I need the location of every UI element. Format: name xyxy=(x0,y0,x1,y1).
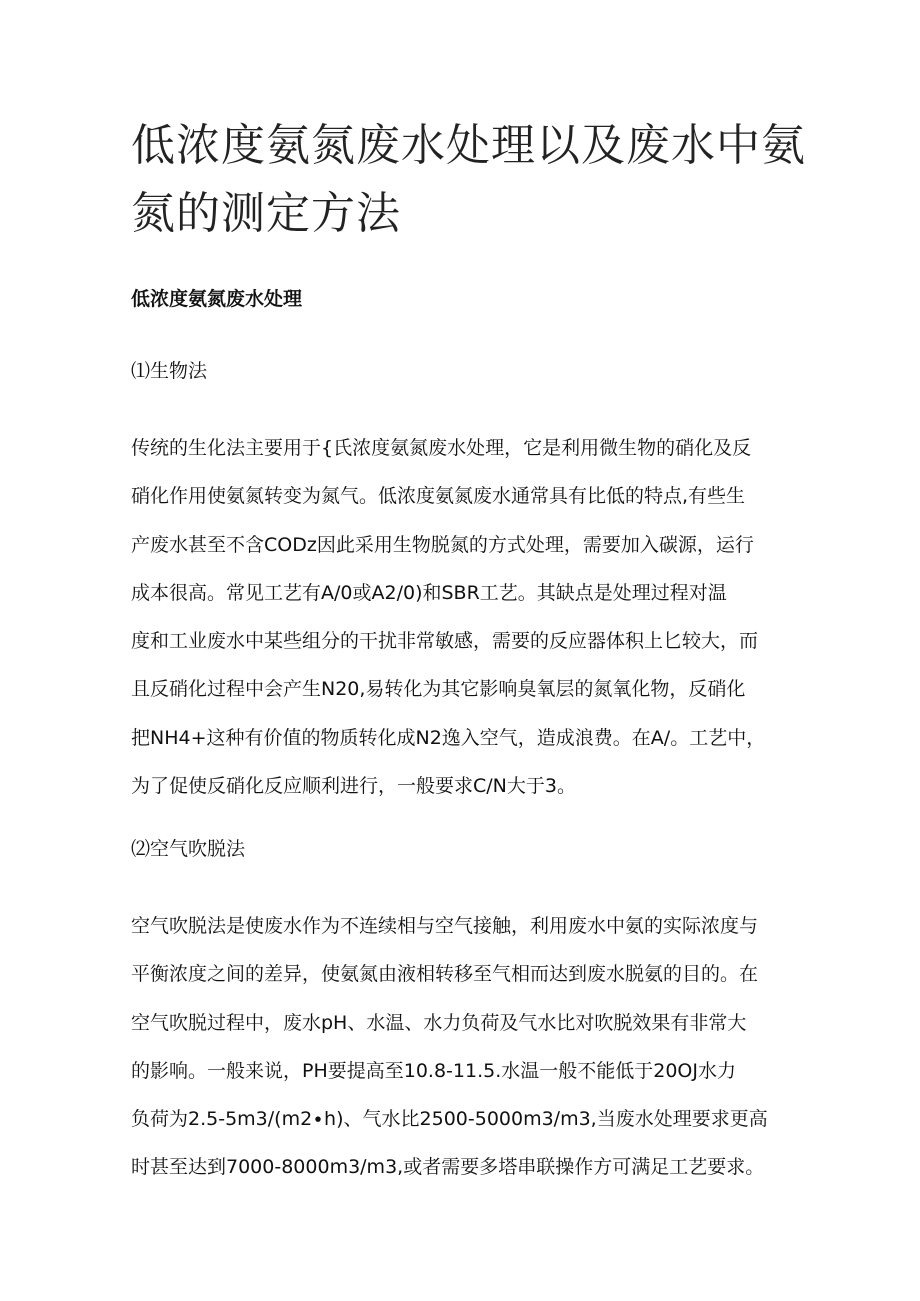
section-heading: 低浓度氨氮废水处理 xyxy=(131,288,303,310)
paragraph-line: 负荷为2.5-5m3∕(m2∙h)、气水比2500-5000m3∕m3,当废水处理要求更高 xyxy=(131,1108,768,1131)
paragraph-line: 且反硝化过程中会产生N20,易转化为其它影响臭氧层的氮氧化物，反硝化 xyxy=(131,678,746,701)
paragraph-line: 平衡浓度之间的差异，使氨氮由液相转移至气相而达到废水脱氨的目的。在 xyxy=(131,963,759,986)
subsection-heading-biological: ⑴生物法 xyxy=(131,360,208,382)
paragraph-air-stripping xyxy=(131,902,768,1192)
title-line-1: 低浓度氨氮废水处理以及废水中氨 xyxy=(131,120,806,171)
paragraph-line: 度和工业废水中某些组分的干扰非常敏感，需要的反应器体积上匕较大，而 xyxy=(131,630,759,653)
title-line-2: 氮的测定方法 xyxy=(131,188,401,239)
document-title xyxy=(131,112,811,248)
paragraph-line: 把NH4+这种有价值的物质转化成N2逸入空气，造成浪费。在A/。工艺中， xyxy=(131,726,766,749)
paragraph-line: 空气吹脱法是使废水作为不连续相与空气接触，利用废水中氨的实际浓度与 xyxy=(131,915,759,937)
paragraph-line: 空气吹脱过程中，废水pH、水温、水力负荷及气水比对吹脱效果有非常大 xyxy=(131,1011,747,1034)
paragraph-line: 为了促使反硝化反应顺利进行，一般要求C/N大于3。 xyxy=(131,775,576,798)
paragraph-line: 传统的生化法主要用于{氏浓度氨氮废水处理，它是利用微生物的硝化及反 xyxy=(131,437,752,459)
paragraph-line: 产废水甚至不含CODz因此采用生物脱氮的方式处理，需要加入碳源，运行 xyxy=(131,533,754,556)
paragraph-biological xyxy=(131,424,765,810)
subsection-heading-air-stripping: ⑵空气吹脱法 xyxy=(131,838,246,860)
paragraph-line: 成本很高。常见工艺有A/0或A2/0)和SBR工艺。其缺点是处理过程对温 xyxy=(131,581,727,604)
paragraph-line: 时甚至达到7000-8000m3∕m3,或者需要多塔串联操作方可满足工艺要求。 xyxy=(131,1156,765,1179)
paragraph-line: 的影响。一般来说，PH要提高至10.8-11.5.水温一般不能低于20OJ水力 xyxy=(131,1059,736,1082)
paragraph-line: 硝化作用使氨氮转变为氮气。低浓度氨氮废水通常具有比低的特点,有些生 xyxy=(131,485,746,508)
